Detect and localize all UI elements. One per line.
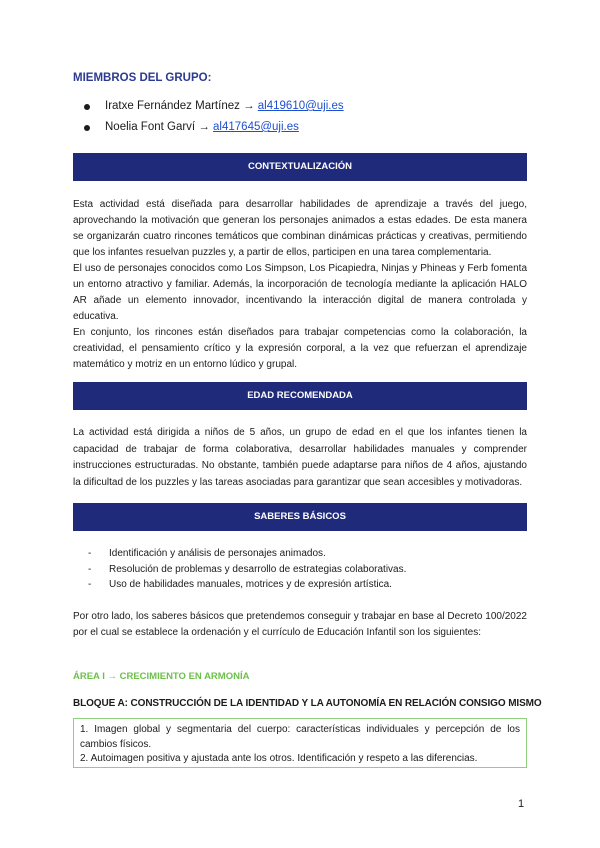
list-item-text: Identificación y análisis de personajes animados. [109, 548, 326, 559]
member-item [73, 96, 344, 117]
section-banner-saberes [73, 503, 527, 531]
page-number: 1 [518, 798, 525, 810]
bloque-content-box [73, 718, 527, 768]
area-heading: ÁREA I → CRECIMIENTO EN ARMONÍA [73, 671, 250, 682]
list-item [73, 562, 527, 578]
group-members-list [73, 96, 344, 138]
edad-paragraph: La actividad está dirigida a niños de 5 años, un grupo de edad en el que los infantes tienen la capacidad de trabajar de forma colaborativa, desarrollar habilidades manuales y comprender instrucciones estructuradas. No obstante, también puede adaptarse para niños de 4 años, ajustando la dificultad de los puzzles y las tareas asociadas para garantizar que sean accesibles y motivadoras. [73, 427, 527, 488]
arrow-glyph: → [198, 121, 210, 133]
contexto-paragraph-1: Esta actividad está diseñada para desarrollar habilidades de aprendizaje a través del juego, aprovechando la motivación que generan los personajes animados a estas edades. De esta manera se organizarán cuatro rincones temáticos que combinan dinámicas prácticas y creativas, permitiendo que los infantes resuelvan puzzles y, a partir de ellos, participen en una tarea complementaria. [73, 199, 527, 258]
bloque-heading: BLOQUE A: CONSTRUCCIÓN DE LA IDENTIDAD Y LA AUTONOMÍA EN RELACIÓN CONSIGO MISMO [73, 698, 542, 709]
arrow-glyph: → [243, 100, 255, 112]
section-banner-edad [73, 382, 527, 410]
list-item-text: Resolución de problemas y desarrollo de estrategias colaborativas. [109, 563, 407, 575]
bloque-item: 2. Autoimagen positiva y ajustada ante los otros. Identificación y respeto a las diferencias. [80, 753, 478, 764]
dash-glyph: - [88, 563, 92, 575]
member-name: Iratxe Fernández Martínez [105, 100, 240, 112]
list-item [73, 577, 527, 593]
member-item [73, 117, 344, 138]
bullet-icon [84, 104, 90, 110]
saberes-paragraph: Por otro lado, los saberes básicos que pretendemos conseguir y trabajar en base al Decreto 100/2022 por el cual se establece la ordenación y el currículo de Educación Infantil son los siguientes: [73, 611, 527, 638]
section-title: SABERES BÁSICOS [254, 511, 346, 522]
bullet-icon [84, 125, 90, 131]
section-title: CONTEXTUALIZACIÓN [248, 161, 352, 172]
contexto-paragraph-3: En conjunto, los rincones están diseñados para trabajar competencias como la colaboración, la creatividad, el pensamiento crítico y la expresión corporal, a la vez que refuerzan el aprendizaje matemático y motriz en un entorno lúdico y grupal. [73, 327, 527, 370]
member-email-link[interactable]: al419610@uji.es [257, 100, 344, 112]
dash-glyph: - [88, 548, 92, 559]
bloque-item: 1. Imagen global y segmentaria del cuerpo: características individuales y percepción de los cambios físicos. [80, 724, 520, 750]
dash-glyph: - [88, 579, 92, 590]
member-name: Noelia Font Garví [105, 121, 196, 133]
member-email-link[interactable]: al417645@uji.es [213, 121, 299, 133]
section-title: EDAD RECOMENDADA [247, 390, 353, 401]
group-members-heading: MIEMBROS DEL GRUPO: [73, 72, 212, 84]
saberes-list [73, 546, 527, 593]
list-item [73, 546, 527, 562]
list-item-text: Uso de habilidades manuales, motrices y de expresión artística. [109, 579, 392, 590]
section-banner-contexto [73, 153, 527, 181]
contexto-paragraph-2: El uso de personajes conocidos como Los Simpson, Los Picapiedra, Ninjas y Phineas y Ferb fomenta un entorno atractivo y familiar. Además, la incorporación de tecnología mediante la aplicación HALO AR añade un elemento innovador, incentivando la interacción digital de manera controlada y educativa. [73, 263, 527, 322]
